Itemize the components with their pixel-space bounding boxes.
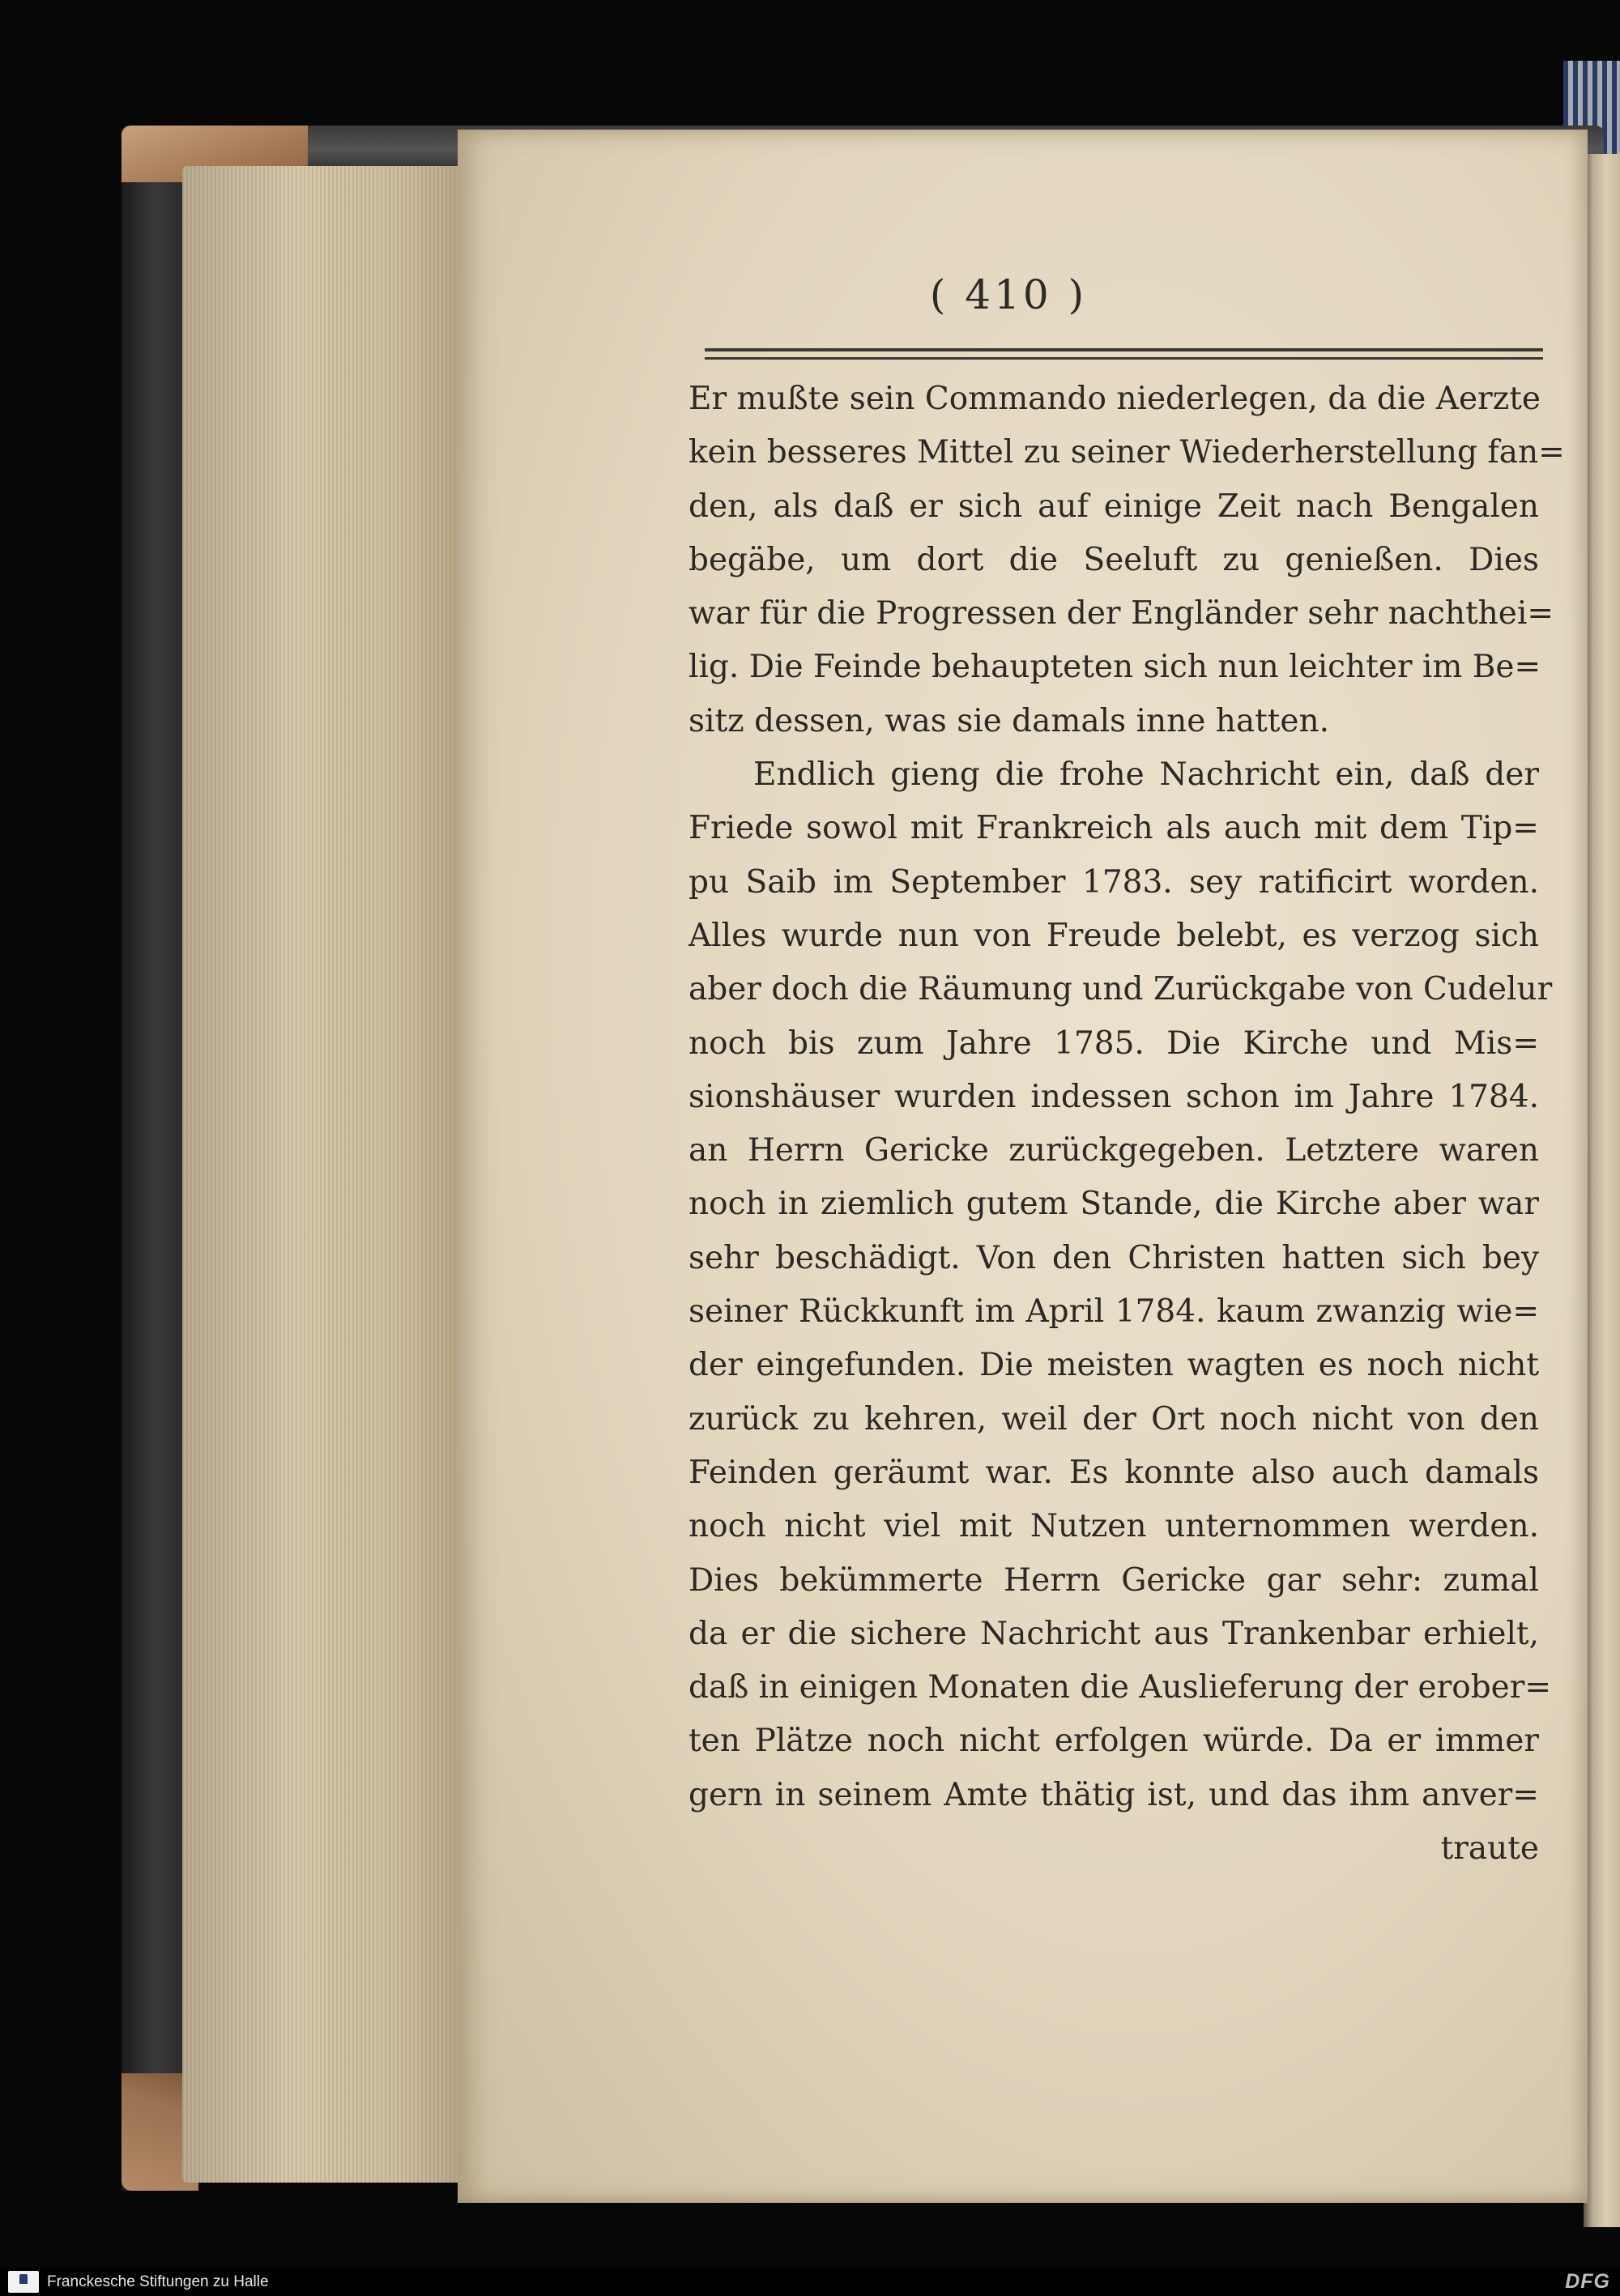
text-line: da er die sichere Nachricht aus Trankenbar erhielt, [688,1615,1539,1652]
text-line: noch nicht viel mit Nutzen unternommen werden. [688,1508,1539,1545]
text-line: begäbe, um dort die Seeluft zu genießen. Dies [688,541,1539,578]
text-line: Er mußte sein Commando niederlegen, da die Aerzte [688,381,1541,417]
text-line: noch in ziemlich gutem Stande, die Kirche aber war [688,1186,1539,1223]
page-text [688,373,1565,1876]
text-line: zurück zu kehren, weil der Ort noch nicht von den [688,1400,1539,1438]
text-line: Alles wurde nun von Freude belebt, es verzog sich [688,917,1539,954]
text-line: gern in seinem Amte thätig ist, und das ihm anver= [688,1776,1539,1813]
text-line: Feinden geräumt war. Es konnte also auch damals [688,1454,1539,1491]
header-rule [705,348,1543,360]
text-line: aber doch die Räumung und Zurückgabe von Cudelur [688,971,1553,1008]
text-line: Dies bekümmerte Herrn Gericke gar sehr: zumal [688,1561,1539,1599]
page-edges [182,166,462,2183]
text-line: Friede sowol mit Frankreich als auch mit dem Tip= [688,810,1539,847]
text-line: Endlich gieng die frohe Nachricht ein, daß der [753,756,1539,794]
facing-page-edge [1584,154,1620,2227]
catchword: traute [1440,1830,1539,1868]
text-line: ten Plätze noch nicht erfolgen würde. Da er immer [688,1723,1539,1760]
text-line: sehr beschädigt. Von den Christen hatten sich bey [688,1239,1539,1276]
text-line: lig. Die Feinde behaupteten sich nun leichter im Be= [688,649,1541,686]
text-line: pu Saib im September 1783. sey ratificirt worden. [688,863,1539,901]
text-line: den, als daß er sich auf einige Zeit nach Bengalen [688,488,1539,525]
text-line: noch bis zum Jahre 1785. Die Kirche und Mis= [688,1024,1539,1062]
source-label[interactable]: Franckesche Stiftungen zu Halle [47,2273,269,2290]
page-number: ( 410 ) [929,271,1088,318]
text-line: seiner Rückkunft im April 1784. kaum zwanzig wie= [688,1293,1539,1331]
text-line: der eingefunden. Die meisten wagten es noch nicht [688,1347,1539,1384]
text-line: sitz dessen, was sie damals inne hatten. [688,702,1330,739]
text-line: war für die Progressen der Engländer sehr nachthei= [688,595,1554,633]
viewer-footer [0,2268,1620,2296]
text-line: daß in einigen Monaten die Auslieferung der erober= [688,1669,1552,1706]
dfg-logo[interactable]: DFG [1565,2270,1610,2293]
text-line: an Herrn Gericke zurückgegeben. Letztere waren [688,1132,1539,1169]
text-line: sionshäuser wurden indessen schon im Jahre 1784. [688,1078,1539,1115]
institution-logo-icon [8,2271,39,2293]
text-line: kein besseres Mittel zu seiner Wiederherstellung fan= [688,434,1565,471]
